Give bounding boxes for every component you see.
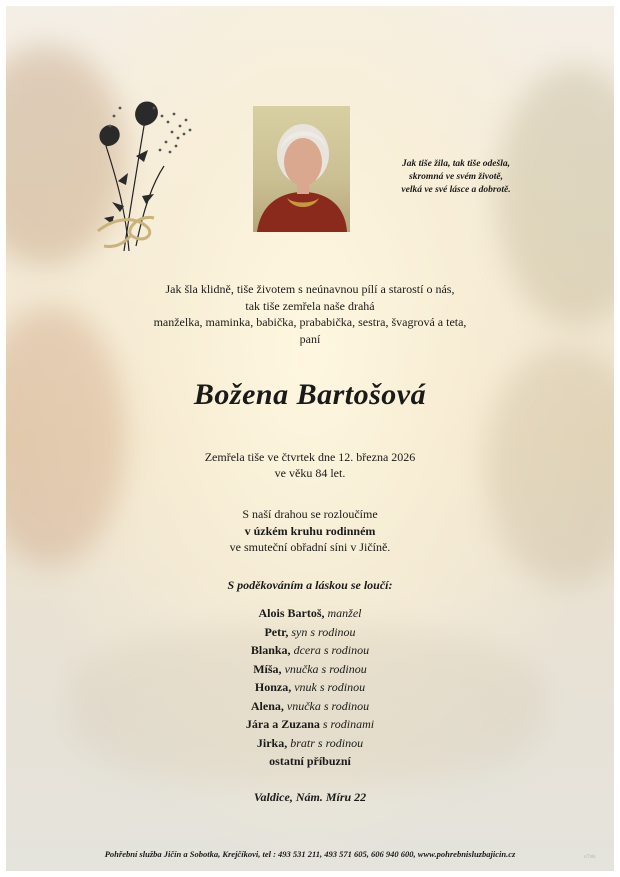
mourner-name: Blanka, [250,643,291,657]
mourner-relation: vnučka s rodinou [284,661,367,676]
death-age: ve věku 84 let. [274,466,346,480]
ceremony-line-bold: v úzkém kruhu rodinném [244,523,376,538]
ceremony-line: S naší drahou se rozloučíme [242,507,378,521]
poem [386,158,526,197]
intro-line: paní [299,331,321,346]
mourner-row [6,660,614,679]
funeral-service-footer: Pohřební služba Jičín a Sobotka, Krejčíkovi, tel : 493 531 211, 493 571 605, 606 940 600, www.pohrebnisluzbajicin.cz [104,849,516,859]
poem-line: Jak tiše žila, tak tiše odešla, [402,159,510,169]
portrait-photo [253,106,350,232]
poem-line: velká ve své lásce a dobrotě. [401,185,511,195]
mourner-name: ostatní příbuzní [269,754,351,768]
ceremony-line: ve smuteční obřadní síni v Jičíně. [229,540,391,554]
mourner-name: Petr, [264,624,289,639]
mourner-relation: vnučka s rodinou [286,698,370,713]
intro-line: tak tiše zemřela naše drahá [245,298,375,313]
mourner-row [6,734,614,753]
family-address: Valdice, Nám. Míru 22 [253,790,367,804]
mourner-row [6,752,614,771]
print-stamp: eTisk [584,854,596,860]
mourner-name: Alena, [250,698,284,713]
mourner-relation: bratr s rodinou [290,735,364,750]
death-info [6,449,614,481]
mourner-row [6,641,614,660]
mourner-row [6,678,614,697]
mourner-row [6,715,614,734]
rose-bouquet-icon [84,86,199,256]
mourner-name: Honza, [254,680,292,694]
mourner-relation: dcera s rodinou [293,643,370,657]
poem-line: skromná ve svém životě, [409,172,503,182]
deceased-name: Božena Bartošová [193,378,427,411]
death-date: Zemřela tiše ve čtvrtek dne 12. března 2026 [204,450,416,464]
mourner-name: Jirka, [256,735,288,750]
intro-line: manželka, maminka, babička, prababička, sestra, švagrová a teta, [153,315,467,329]
mourners-list [6,604,614,771]
mourner-name: Alois Bartoš, [258,606,325,620]
mourner-name: Jára a Zuzana [245,717,320,731]
mourner-row [6,604,614,623]
intro-line: Jak šla klidně, tiše životem s neúnavnou pílí a starostí o nás, [165,282,455,296]
mourner-relation: s rodinami [322,717,375,731]
mourner-row [6,623,614,642]
ceremony-info [6,506,614,556]
mourner-name: Míša, [253,661,282,676]
thanks-heading: S poděkováním a láskou se loučí: [227,578,393,592]
mourner-relation: vnuk s rodinou [294,680,366,694]
intro-text [6,281,614,347]
mourner-relation: syn s rodinou [291,624,356,639]
mourner-relation: manžel [327,606,362,620]
parte-page [6,6,614,871]
mourner-row [6,697,614,716]
